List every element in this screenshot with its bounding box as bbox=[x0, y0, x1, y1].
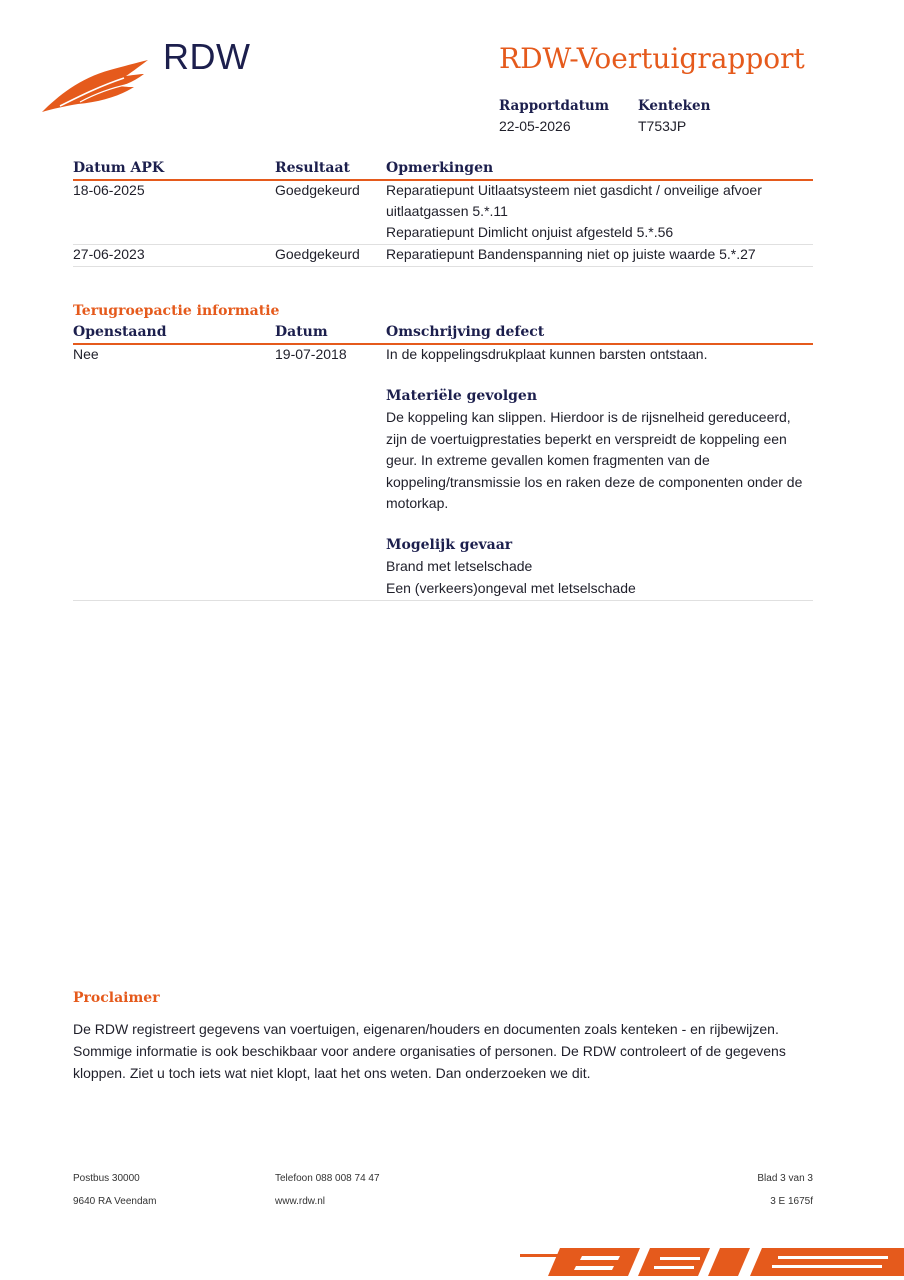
rdw-logo-icon bbox=[40, 56, 150, 116]
footer-website[interactable]: www.rdw.nl bbox=[275, 1196, 326, 1207]
consequences-line: geur. In extreme gevallen komen fragmenten van de bbox=[386, 452, 710, 468]
consequences-line: motorkap. bbox=[386, 495, 449, 511]
footer-address-line: Postbus 30000 bbox=[73, 1173, 140, 1184]
rdw-stripes-icon bbox=[520, 1244, 904, 1280]
footer-code: 3 E 1675f bbox=[770, 1196, 813, 1207]
column-header-result: Resultaat bbox=[275, 160, 350, 176]
report-date-label: Rapportdatum bbox=[499, 98, 610, 114]
apk-date: 27-06-2023 bbox=[73, 246, 145, 262]
report-title: RDW-Voertuigrapport bbox=[499, 42, 805, 75]
footer-address-line: 9640 RA Veendam bbox=[73, 1196, 157, 1207]
recall-date-value: 19-07-2018 bbox=[275, 346, 347, 362]
consequences-line: De koppeling kan slippen. Hierdoor is de rijsnelheid gereduceerd, bbox=[386, 409, 791, 425]
apk-remark: Reparatiepunt Dimlicht onjuist afgesteld 5.*.56 bbox=[386, 224, 674, 240]
footer-page-number: Blad 3 van 3 bbox=[757, 1173, 813, 1184]
recall-open-value: Nee bbox=[73, 346, 99, 362]
report-date-value: 22-05-2026 bbox=[499, 118, 571, 134]
danger-line: Een (verkeers)ongeval met letselschade bbox=[386, 580, 636, 596]
footer-phone: Telefoon 088 008 74 47 bbox=[275, 1173, 380, 1184]
apk-remark: Reparatiepunt Uitlaatsysteem niet gasdicht / onveilige afvoer bbox=[386, 182, 762, 198]
row-divider bbox=[73, 600, 813, 601]
consequences-line: zijn de voertuigprestaties beperkt en verspreidt de koppeling een bbox=[386, 431, 787, 447]
proclaimer-title: Proclaimer bbox=[73, 990, 160, 1006]
danger-line: Brand met letselschade bbox=[386, 558, 533, 574]
column-header-date-apk: Datum APK bbox=[73, 160, 165, 176]
proclaimer-text: De RDW registreert gegevens van voertuigen, eigenaren/houders en documenten zoals kenteken - en rijbewijzen. Sommige informatie is ook beschikbaar voor andere organisaties of personen. De RDW controleert of de gegevens kloppen. Ziet u toch iets wat niet klopt, laat het ons weten. Dan onderzoeken we dit. bbox=[73, 1021, 786, 1081]
apk-remark: uitlaatgassen 5.*.11 bbox=[386, 203, 508, 219]
recall-description: In de koppelingsdrukplaat kunnen barsten ontstaan. bbox=[386, 346, 708, 362]
consequences-line: koppeling/transmissie los en raken deze de componenten onder de bbox=[386, 474, 803, 490]
plate-label: Kenteken bbox=[638, 98, 711, 114]
apk-result: Goedgekeurd bbox=[275, 182, 360, 198]
column-header-date: Datum bbox=[275, 324, 328, 340]
column-header-open: Openstaand bbox=[73, 324, 167, 340]
apk-result: Goedgekeurd bbox=[275, 246, 360, 262]
danger-title: Mogelijk gevaar bbox=[386, 537, 513, 553]
logo-text: RDW bbox=[163, 36, 251, 77]
row-divider bbox=[73, 266, 813, 267]
recall-section-title: Terugroepactie informatie bbox=[73, 303, 280, 319]
column-header-remarks: Opmerkingen bbox=[386, 160, 494, 176]
apk-remark: Reparatiepunt Bandenspanning niet op juiste waarde 5.*.27 bbox=[386, 246, 756, 262]
column-header-defect: Omschrijving defect bbox=[386, 324, 545, 340]
plate-value: T753JP bbox=[638, 118, 687, 134]
consequences-title: Materiële gevolgen bbox=[386, 388, 538, 404]
apk-date: 18-06-2025 bbox=[73, 182, 145, 198]
